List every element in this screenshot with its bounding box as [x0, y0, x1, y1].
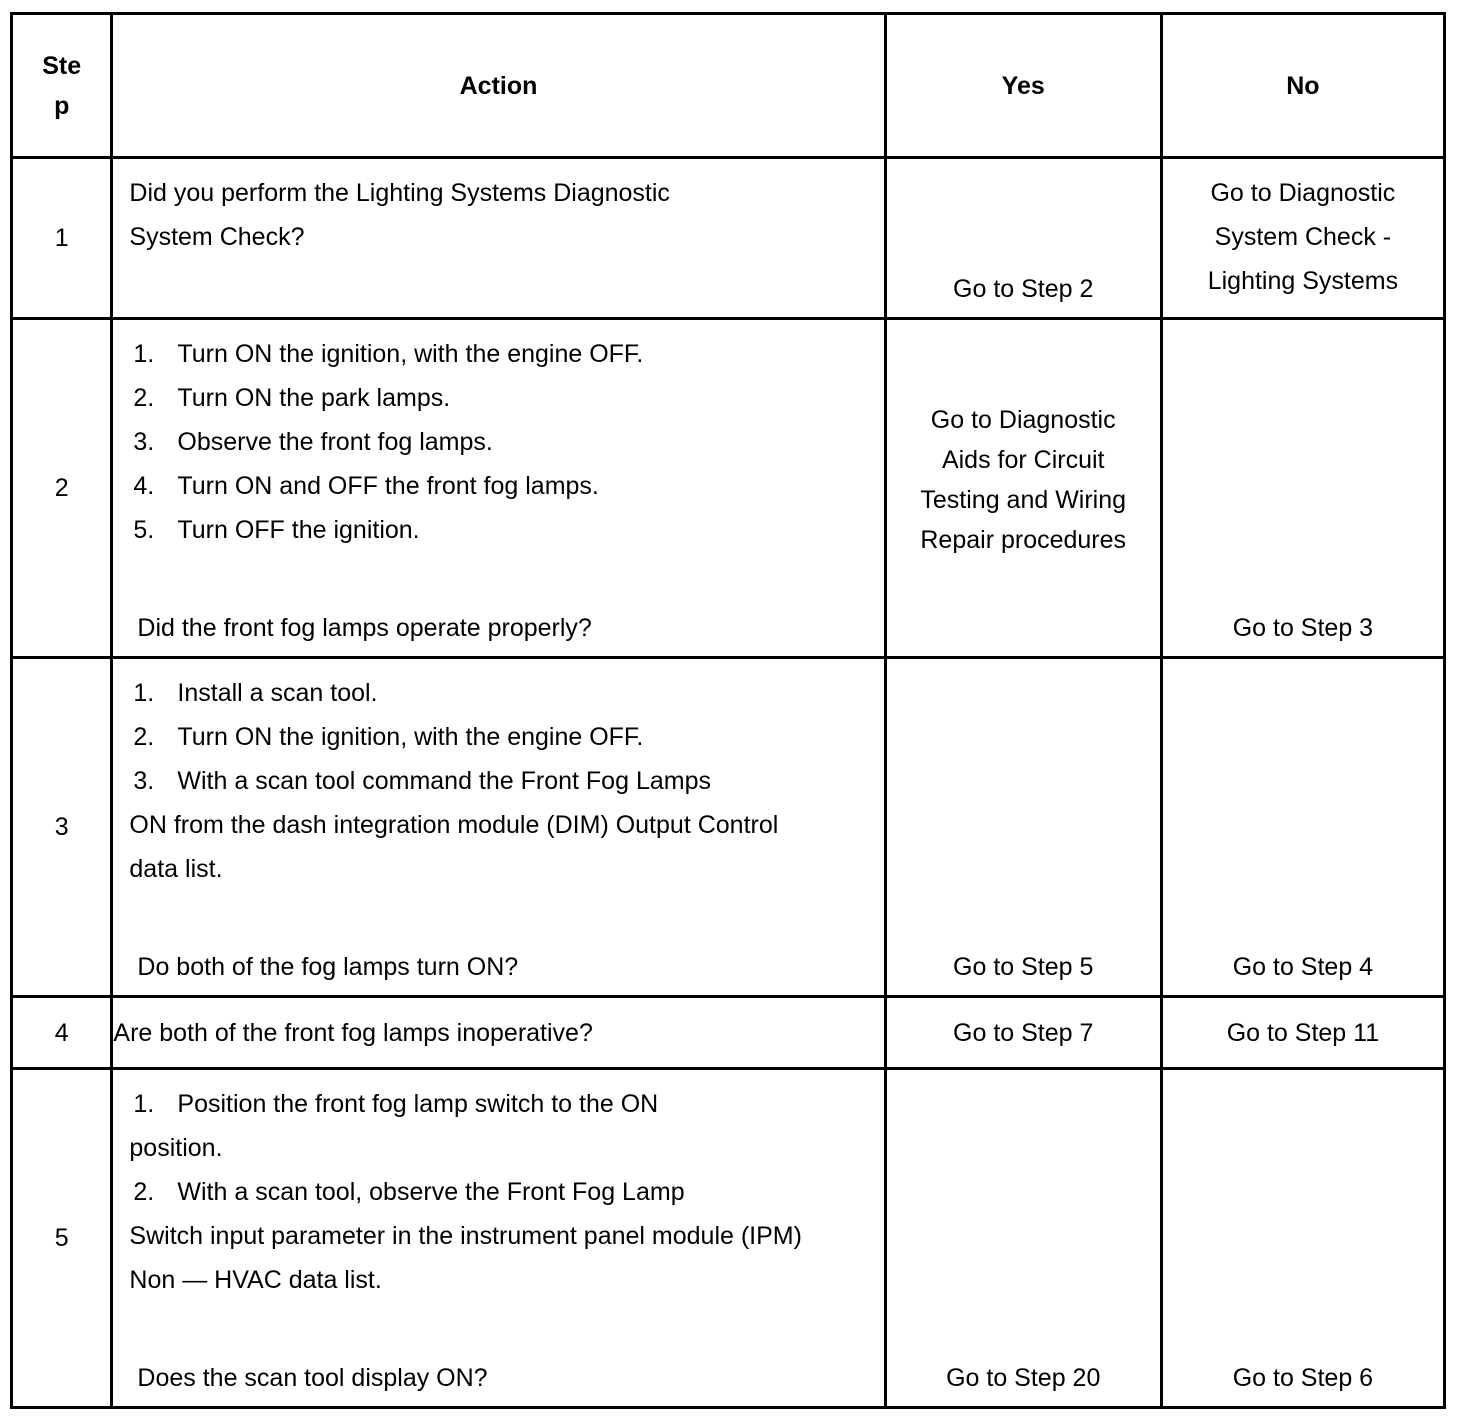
item-text: Turn ON the ignition, with the engine OFF.: [177, 340, 644, 368]
action-cell: [112, 158, 885, 319]
list-item: [129, 464, 867, 508]
table-row: [12, 158, 1445, 319]
question-text: Did the front fog lamps operate properly?: [137, 614, 592, 642]
step-number: 1: [12, 158, 112, 319]
yes-cell: [885, 319, 1161, 658]
table-row: [12, 319, 1445, 658]
no-answer: Go to Diagnostic System Check - Lighting Systems: [1207, 179, 1399, 295]
action-list: [129, 332, 867, 552]
item-number: 5.: [133, 516, 155, 544]
list-item: [129, 376, 867, 420]
step-number: 5: [12, 1069, 112, 1408]
header-step: [12, 14, 112, 158]
list-item: [129, 332, 867, 376]
step-number: 3: [12, 658, 112, 997]
header-action: Action: [112, 14, 885, 158]
question-text: Does the scan tool display ON?: [137, 1364, 488, 1392]
header-no: No: [1161, 14, 1444, 158]
item-text-continued: Switch input parameter in the instrument panel module (IPM) Non — HVAC data list.: [129, 1222, 802, 1294]
table-row: [12, 997, 1445, 1069]
item-number: 2.: [133, 384, 155, 412]
yes-cell: [885, 158, 1161, 319]
item-text: With a scan tool, observe the Front Fog Lamp: [177, 1178, 685, 1206]
no-answer: Go to Step 6: [1232, 1364, 1374, 1392]
action-text: Are both of the front fog lamps inoperative?: [112, 997, 885, 1069]
yes-answer: Go to Step 20: [946, 1364, 1101, 1392]
header-yes: Yes: [885, 14, 1161, 158]
yes-answer: Go to Step 7: [885, 997, 1161, 1069]
list-item: [129, 1082, 819, 1170]
action-cell: [112, 319, 885, 658]
action-cell: [112, 658, 885, 997]
no-answer: Go to Step 11: [1161, 997, 1444, 1069]
list-item: [129, 759, 789, 891]
item-text-continued: position.: [129, 1134, 223, 1162]
step-number: 2: [12, 319, 112, 658]
no-cell: [1161, 658, 1444, 997]
yes-answer: Go to Step 5: [953, 953, 1094, 981]
item-number: 1.: [133, 1090, 155, 1118]
no-cell: [1161, 319, 1444, 658]
yes-cell: [885, 658, 1161, 997]
item-text: With a scan tool command the Front Fog Lamps: [177, 767, 711, 795]
header-step-label: Step: [42, 51, 82, 120]
item-text: Observe the front fog lamps.: [177, 428, 493, 456]
item-number: 3.: [133, 428, 155, 456]
list-item: [129, 715, 789, 759]
item-text: Turn OFF the ignition.: [177, 516, 420, 544]
item-text: Turn ON and OFF the front fog lamps.: [177, 472, 599, 500]
list-item: [129, 671, 789, 715]
header-row: [12, 14, 1445, 158]
list-item: [129, 1170, 819, 1302]
question-text: Do both of the fog lamps turn ON?: [137, 953, 519, 981]
diagnostic-table: [10, 12, 1446, 1409]
yes-cell: [885, 1069, 1161, 1408]
no-cell: [1161, 1069, 1444, 1408]
action-cell: [112, 1069, 885, 1408]
item-text: Turn ON the ignition, with the engine OFF.: [177, 723, 644, 751]
step-number: 4: [12, 997, 112, 1069]
item-number: 2.: [133, 1178, 155, 1206]
item-text-continued: ON from the dash integration module (DIM) Output Control data list.: [129, 811, 779, 883]
list-item: [129, 508, 867, 552]
table-row: [12, 1069, 1445, 1408]
no-cell: [1161, 158, 1444, 319]
table-row: [12, 658, 1445, 997]
item-number: 3.: [133, 767, 155, 795]
yes-answer: Go to Diagnostic Aids for Circuit Testing and Wiring Repair procedures: [920, 406, 1127, 554]
item-number: 1.: [133, 340, 155, 368]
action-list: [129, 1082, 819, 1302]
list-item: [129, 420, 867, 464]
item-number: 1.: [133, 679, 155, 707]
action-list: [129, 671, 789, 891]
item-text: Install a scan tool.: [177, 679, 378, 707]
yes-answer: Go to Step 2: [953, 275, 1094, 303]
no-answer: Go to Step 3: [1232, 614, 1374, 642]
no-answer: Go to Step 4: [1232, 953, 1374, 981]
item-text: Turn ON the park lamps.: [177, 384, 451, 412]
item-number: 2.: [133, 723, 155, 751]
item-number: 4.: [133, 472, 155, 500]
item-text: Position the front fog lamp switch to the ON: [177, 1090, 659, 1118]
action-text: Did you perform the Lighting Systems Diagnostic System Check?: [129, 179, 670, 251]
